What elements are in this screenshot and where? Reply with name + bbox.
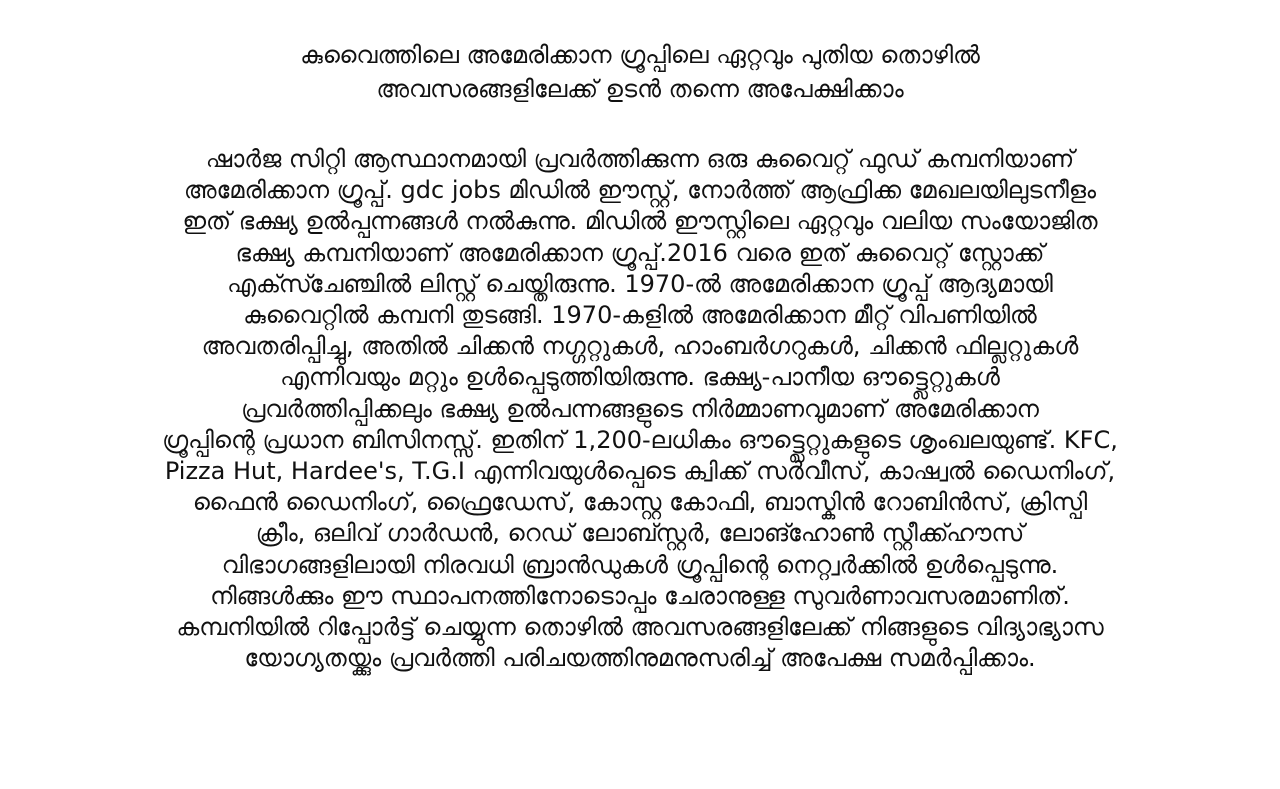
- paragraph-line: ഭക്ഷ്യ കമ്പനിയാണ് അമേരിക്കാന ഗ്രൂപ്പ്.2016 വരെ ഇത് കുവൈറ്റ് സ്റ്റോക്ക്: [235, 238, 1045, 267]
- paragraph-line: എക്സ്ചേഞ്ചിൽ ലിസ്റ്റ് ചെയ്തിരുന്നു. 1970-ൽ അമേരിക്കാന ഗ്രൂപ്പ് ആദ്യമായി: [227, 269, 1053, 298]
- paragraph-line: ഗ്രൂപ്പിന്റെ പ്രധാന ബിസിനസ്സ്. ഇതിന് 1,200-ലധികം ഔട്ട്ലെറ്റുകളുടെ ശൃംഖലയുണ്ട്. KFC,: [162, 425, 1118, 454]
- paragraph-line: ഇത് ഭക്ഷ്യ ഉൽപ്പന്നങ്ങൾ നൽകുന്നു. മിഡിൽ ഈസ്റ്റിലെ ഏറ്റവും വലിയ സംയോജിത: [182, 207, 1098, 236]
- paragraph-line: കമ്പനിയിൽ റിപ്പോർട്ട് ചെയ്യുന്ന തൊഴിൽ അവസരങ്ങളിലേക്ക് നിങ്ങളുടെ വിദ്യാഭ്യാസ: [176, 613, 1104, 642]
- paragraph-line: വിഭാഗങ്ങളിലായി നിരവധി ബ്രാൻഡുകൾ ഗ്രൂപ്പിന്റെ നെറ്റ്വർക്കിൽ ഉൾപ്പെടുന്നു.: [221, 550, 1059, 579]
- paragraph-line: അവതരിപ്പിച്ചു, അതിൽ ചിക്കൻ നഗ്ഗറ്റുകൾ, ഹാംബർഗറുകൾ, ചിക്കൻ ഫില്ലറ്റുകൾ: [201, 332, 1079, 361]
- paragraph-line: ഷാർജ സിറ്റി ആസ്ഥാനമായി പ്രവർത്തിക്കുന്ന ഒരു കുവൈറ്റ് ഫുഡ് കമ്പനിയാണ്: [205, 145, 1075, 173]
- paragraph-line: യോഗ്യതയ്ക്കും പ്രവർത്തി പരിചയത്തിനുമനുസരിച്ച് അപേക്ഷ സമർപ്പിക്കാം.: [244, 644, 1036, 673]
- paragraph-line: ക്രീം, ഒലിവ് ഗാർഡൻ, റെഡ് ലോബ്സ്റ്റർ, ലോങ്ഹോൺ സ്റ്റീക്ക്ഹൗസ്: [255, 519, 1025, 548]
- heading-line: അവസരങ്ങളിലേക്ക് ഉടൻ തന്നെ അപേക്ഷിക്കാം: [376, 75, 904, 103]
- body-paragraph: [40, 144, 1240, 674]
- document-heading: [40, 38, 1240, 106]
- paragraph-line: Pizza Hut, Hardee's, T.G.I എന്നിവയുൾപ്പെടെ ക്വിക്ക് സർവീസ്, കാഷ്വൽ ഡൈനിംഗ്,: [164, 457, 1116, 486]
- paragraph-line: ഫൈൻ ഡൈനിംഗ്, ഫ്രൈഡേസ്, കോസ്റ്റ കോഫി, ബാസ്കിൻ റോബിൻസ്, ക്രിസ്പി: [192, 488, 1088, 517]
- paragraph-line: നിങ്ങൾക്കും ഈ സ്ഥാപനത്തിനോടൊപ്പം ചേരാനുള്ള സുവർണാവസരമാണിത്.: [210, 581, 1070, 610]
- paragraph-line: കുവൈറ്റിൽ കമ്പനി തുടങ്ങി. 1970-കളിൽ അമേരിക്കാന മീറ്റ് വിപണിയിൽ: [243, 301, 1037, 330]
- heading-line: കുവൈത്തിലെ അമേരിക്കാന ഗ്രൂപ്പിലെ ഏറ്റവും പുതിയ തൊഴിൽ: [300, 41, 980, 69]
- paragraph-line: എന്നിവയും മറ്റും ഉൾപ്പെടുത്തിയിരുന്നു. ഭക്ഷ്യ-പാനീയ ഔട്ട്ലെറ്റുകൾ: [280, 363, 1000, 392]
- paragraph-line: പ്രവർത്തിപ്പിക്കലും ഭക്ഷ്യ ഉൽപന്നങ്ങളുടെ നിർമ്മാണവുമാണ് അമേരിക്കാന: [241, 394, 1039, 423]
- paragraph-line: അമേരിക്കാന ഗ്രൂപ്പ്. gdc jobs മിഡിൽ ഈസ്റ്റ്, നോർത്ത് ആഫ്രിക്ക മേഖലയിലുടനീളം: [183, 176, 1097, 205]
